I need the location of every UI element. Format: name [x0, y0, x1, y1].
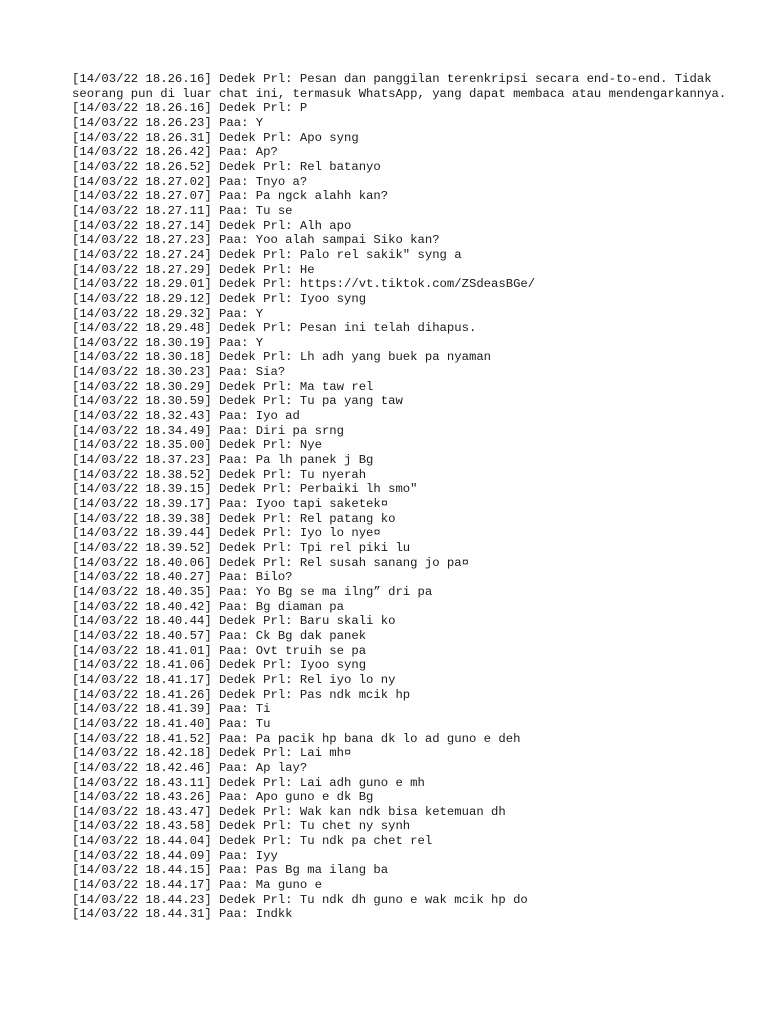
chat-message-line: [14/03/22 18.30.18] Dedek Prl: Lh adh yang buek pa nyaman [72, 350, 492, 365]
chat-message-line: [14/03/22 18.40.57] Paa: Ck Bg dak panek [72, 628, 367, 643]
chat-message-line: [14/03/22 18.39.52] Dedek Prl: Tpi rel piki lu [72, 541, 411, 555]
chat-message-line: [14/03/22 18.27.29] Dedek Prl: He [72, 262, 315, 277]
chat-message-line: [14/03/22 18.29.12] Dedek Prl: Iyoo syng [72, 291, 367, 306]
chat-message-line: [14/03/22 18.43.26] Paa: Apo guno e dk Bg [72, 790, 374, 805]
chat-message-line: [14/03/22 18.30.23] Paa: Sia? [72, 365, 286, 380]
chat-message-line: [14/03/22 18.29.32] Paa: Y [72, 306, 264, 321]
chat-message-line: [14/03/22 18.44.23] Dedek Prl: Tu ndk dh guno e wak mcik hp do [72, 892, 528, 907]
chat-message-line: [14/03/22 18.27.11] Paa: Tu se [72, 203, 293, 218]
chat-message-line: [14/03/22 18.43.11] Dedek Prl: Lai adh guno e mh [72, 775, 425, 790]
chat-message-line: [14/03/22 18.34.49] Paa: Diri pa srng [72, 423, 344, 438]
chat-message-line: [14/03/22 18.40.44] Dedek Prl: Baru skali ko [72, 614, 396, 629]
chat-message-line: [14/03/22 18.41.26] Dedek Prl: Pas ndk mcik hp [72, 687, 411, 702]
chat-message-line: [14/03/22 18.40.42] Paa: Bg diaman pa [72, 599, 344, 614]
chat-message-line: [14/03/22 18.41.01] Paa: Ovt truih se pa [72, 643, 367, 658]
chat-message-line: [14/03/22 18.30.29] Dedek Prl: Ma taw rel [72, 379, 374, 394]
chat-message-line: [14/03/22 18.40.27] Paa: Bilo? [72, 570, 293, 585]
chat-message-line: [14/03/22 18.26.23] Paa: Y [72, 115, 264, 130]
chat-message-line: [14/03/22 18.39.38] Dedek Prl: Rel patang ko [72, 511, 396, 526]
chat-message-line: [14/03/22 18.40.06] Dedek Prl: Rel susah sanang jo pa¤ [72, 555, 469, 570]
chat-message-line: [14/03/22 18.29.48] Dedek Prl: Pesan ini telah dihapus. [72, 321, 477, 336]
chat-message-line: [14/03/22 18.41.06] Dedek Prl: Iyoo syng [72, 658, 367, 673]
chat-message-line: [14/03/22 18.27.23] Paa: Yoo alah sampai Siko kan? [72, 233, 440, 248]
chat-message-line: [14/03/22 18.26.31] Dedek Prl: Apo syng [72, 130, 359, 145]
chat-message-line: [14/03/22 18.39.15] Dedek Prl: Perbaiki lh smo" [72, 482, 418, 497]
chat-message-line: [14/03/22 18.29.01] Dedek Prl: https://vt.tiktok.com/ZSdeasBGe/ [72, 277, 536, 292]
chat-message-line: [14/03/22 18.26.52] Dedek Prl: Rel batanyo [72, 159, 381, 174]
chat-message-line: [14/03/22 18.44.04] Dedek Prl: Tu ndk pa chet rel [72, 834, 433, 849]
chat-message-line: [14/03/22 18.40.35] Paa: Yo Bg se ma ilng” dri pa [72, 584, 433, 599]
chat-message-line: [14/03/22 18.44.15] Paa: Pas Bg ma ilang ba [72, 863, 389, 878]
chat-message-line: [14/03/22 18.37.23] Paa: Pa lh panek j Bg [72, 453, 374, 468]
chat-message-line: [14/03/22 18.30.59] Dedek Prl: Tu pa yang taw [72, 394, 403, 409]
chat-message-line: [14/03/22 18.41.40] Paa: Tu [72, 716, 271, 731]
chat-message-line: [14/03/22 18.44.31] Paa: Indkk [72, 907, 293, 922]
chat-message-line: [14/03/22 18.38.52] Dedek Prl: Tu nyerah [72, 467, 367, 482]
chat-message-line: [14/03/22 18.39.17] Paa: Iyoo tapi saketek¤ [72, 497, 389, 512]
chat-message-line: [14/03/22 18.44.17] Paa: Ma guno e [72, 878, 322, 893]
chat-message-line: [14/03/22 18.41.39] Paa: Ti [72, 702, 271, 717]
chat-message-line: [14/03/22 18.42.18] Dedek Prl: Lai mh¤ [72, 746, 352, 761]
chat-message-line: [14/03/22 18.41.17] Dedek Prl: Rel iyo lo ny [72, 672, 396, 687]
chat-message-line: [14/03/22 18.42.46] Paa: Ap lay? [72, 760, 308, 775]
chat-message-line: [14/03/22 18.27.02] Paa: Tnyo a? [72, 174, 308, 189]
chat-message-line: [14/03/22 18.26.16] Dedek Prl: P [72, 101, 308, 116]
chat-message-line: [14/03/22 18.39.44] Dedek Prl: Iyo lo nye¤ [72, 526, 381, 541]
chat-message-line: [14/03/22 18.27.14] Dedek Prl: Alh apo [72, 218, 352, 233]
chat-message-line: [14/03/22 18.30.19] Paa: Y [72, 335, 264, 350]
chat-message-line: [14/03/22 18.26.16] Dedek Prl: Pesan dan panggilan terenkripsi secara end-to-end. Tidak seorang pun di luar chat ini, termasuk WhatsApp, yang dapat membaca atau mendengarkannya. [72, 72, 727, 101]
chat-message-line: [14/03/22 18.43.58] Dedek Prl: Tu chet ny synh [72, 819, 411, 834]
chat-message-line: [14/03/22 18.41.52] Paa: Pa pacik hp bana dk lo ad guno e deh [72, 731, 521, 746]
chat-log [72, 72, 728, 922]
chat-message-line: [14/03/22 18.26.42] Paa: Ap? [72, 145, 278, 160]
chat-message-line: [14/03/22 18.27.24] Dedek Prl: Palo rel sakik" syng a [72, 247, 462, 262]
chat-message-line: [14/03/22 18.32.43] Paa: Iyo ad [72, 409, 300, 424]
chat-message-line: [14/03/22 18.35.00] Dedek Prl: Nye [72, 438, 322, 453]
chat-message-line: [14/03/22 18.44.09] Paa: Iyy [72, 848, 278, 863]
chat-message-line: [14/03/22 18.43.47] Dedek Prl: Wak kan ndk bisa ketemuan dh [72, 804, 506, 819]
chat-message-line: [14/03/22 18.27.07] Paa: Pa ngck alahh kan? [72, 189, 389, 204]
